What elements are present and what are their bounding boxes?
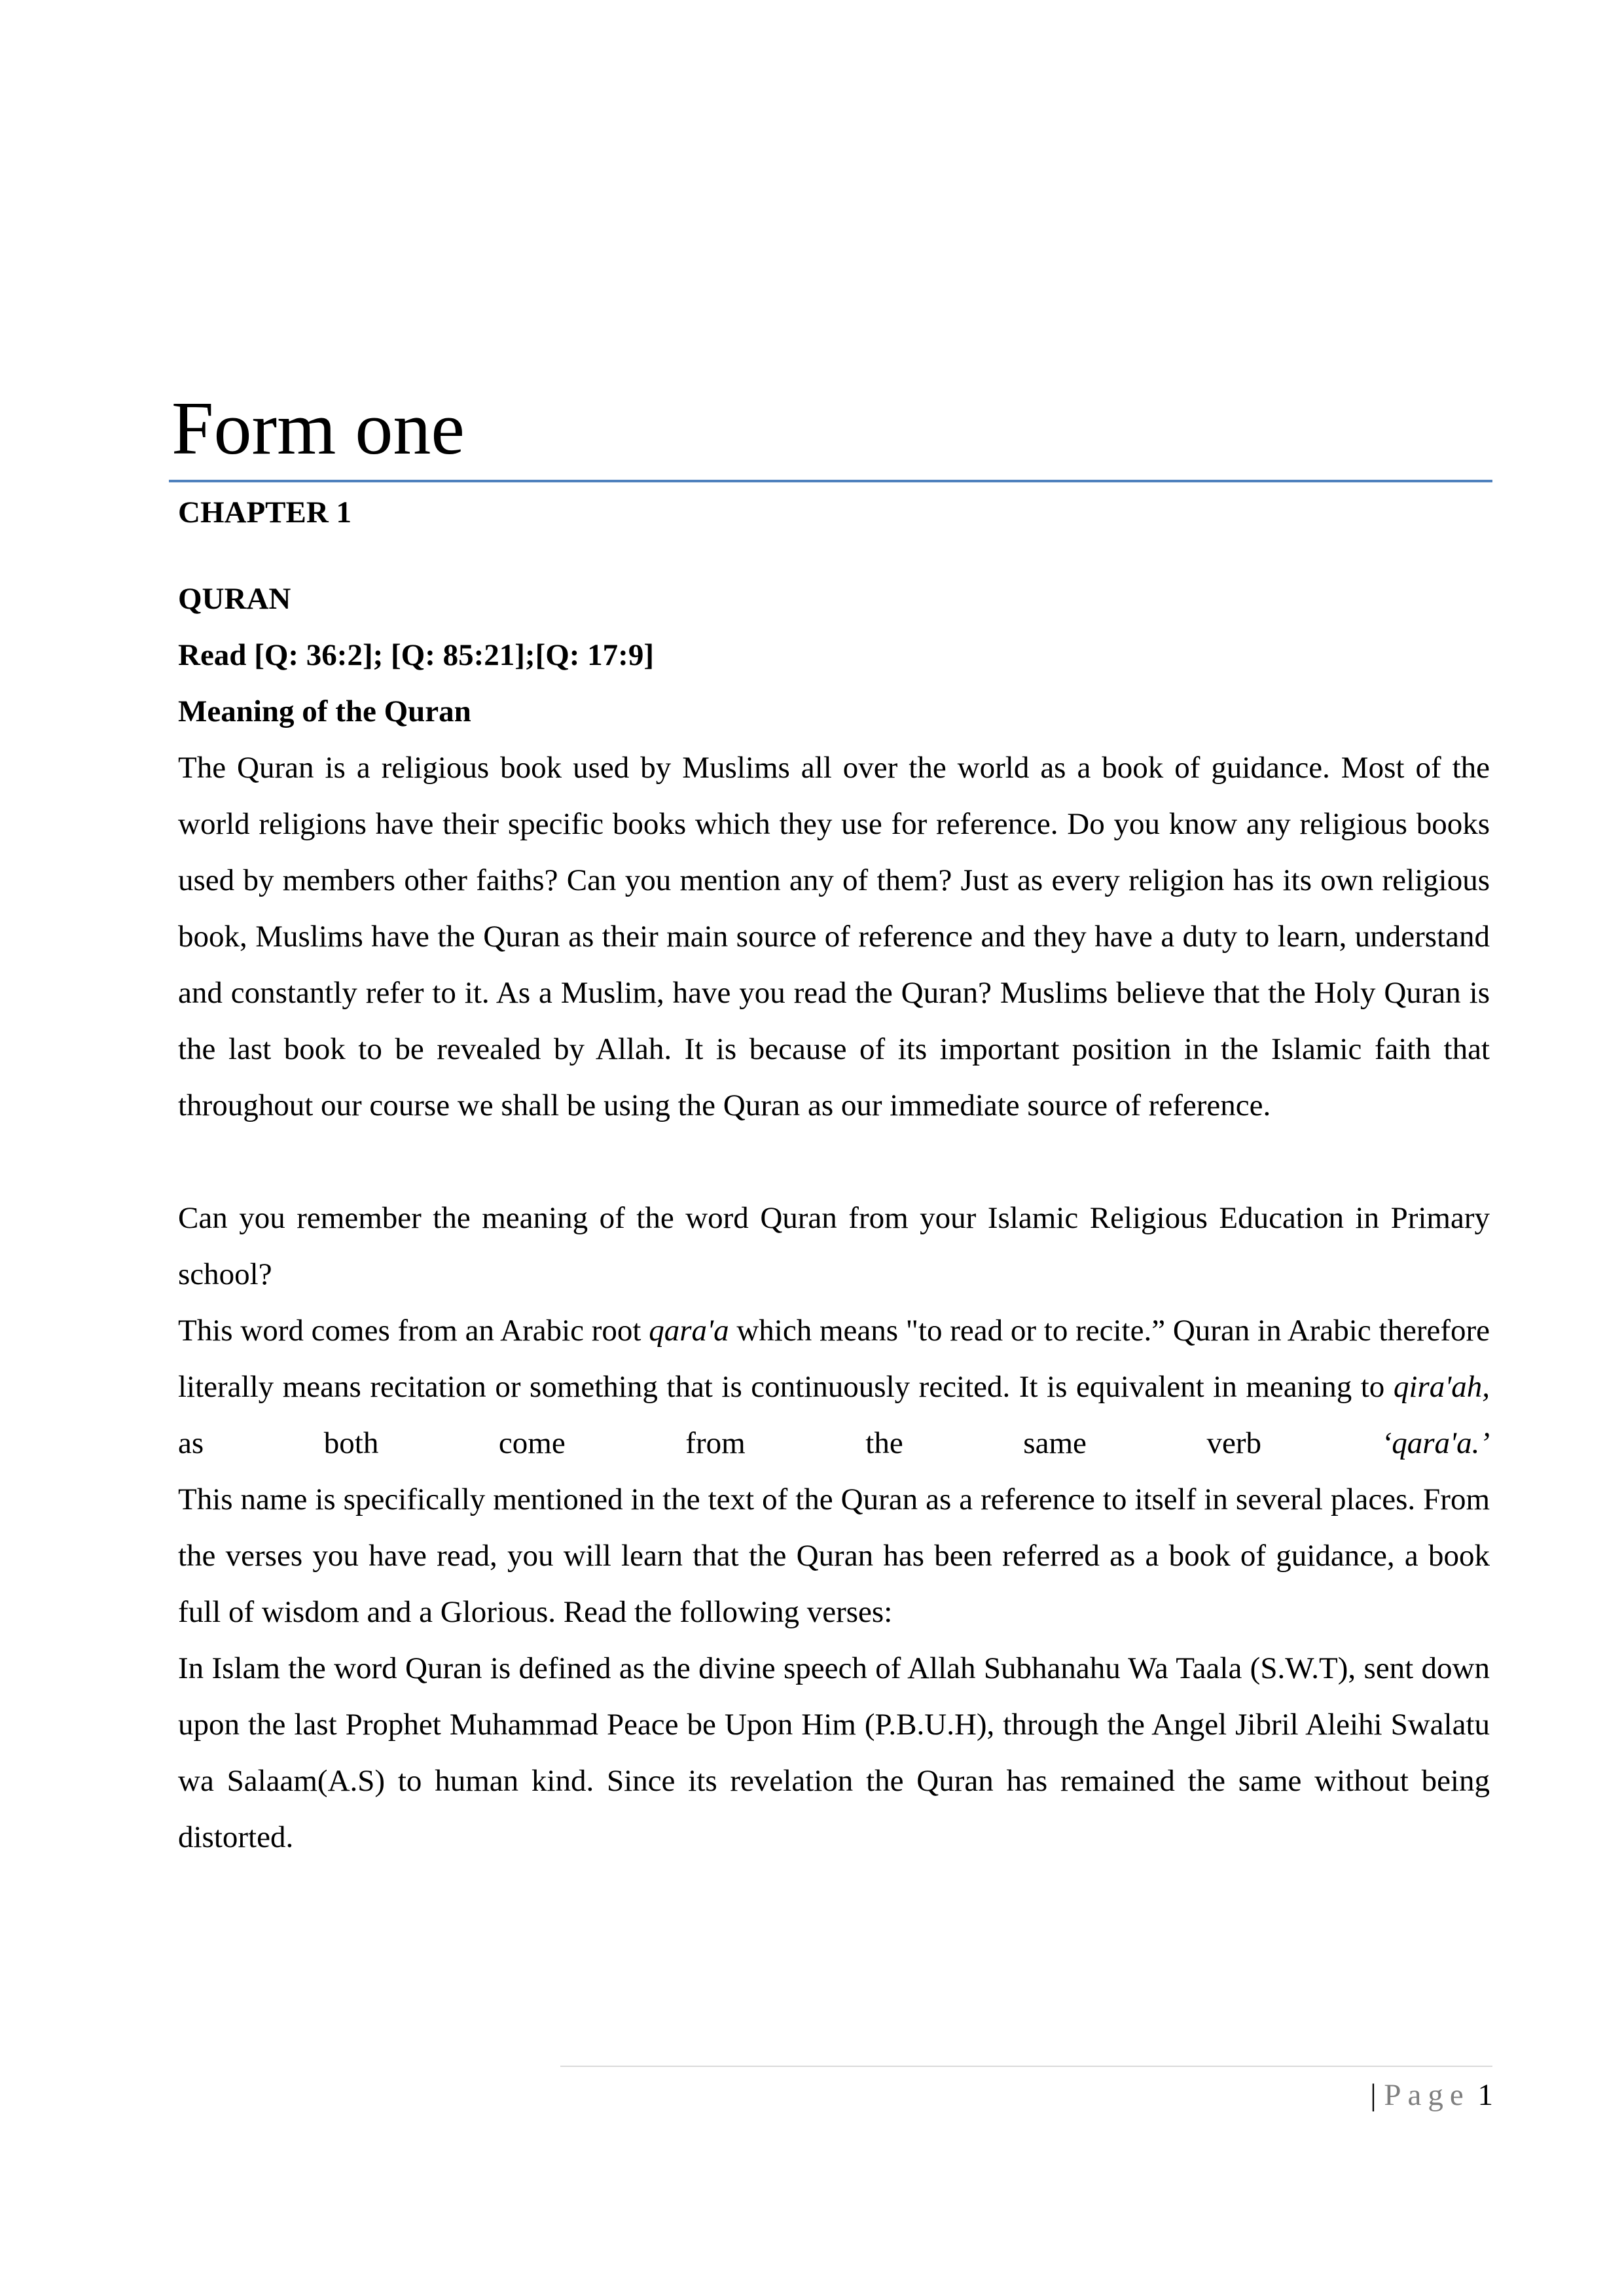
footer-page-label: Page <box>1384 2078 1470 2112</box>
reading-reference: Read [Q: 36:2]; [Q: 85:21];[Q: 17:9] <box>178 638 654 672</box>
title-underline <box>169 480 1492 482</box>
text-span: which means "to read or to recite.” Quran in Arabic therefore literally means recitation or something that is continuously recited. It is equivalent in meaning to <box>178 1314 1490 1404</box>
paragraph-definition: In Islam the word Quran is defined as the divine speech of Allah Subhanahu Wa Taala (S.W.T), sent down upon the last Prophet Muhammad Peace be Upon Him (P.B.U.H), through the Angel Jibril Aleihi Swalatu wa Salaam(A.S) to human kind. Since its revelation the Quran has remained the same without being distorted. <box>178 1651 1490 1854</box>
italic-term: qira'ah, <box>1393 1370 1490 1404</box>
footer-separator: | <box>1370 2078 1377 2112</box>
text-span: This word comes from an Arabic root <box>178 1314 649 1348</box>
italic-term: ‘qara'a.’ <box>1381 1426 1490 1460</box>
chapter-heading: CHAPTER 1 <box>178 495 352 529</box>
paragraph-references: This name is specifically mentioned in the text of the Quran as a reference to itself in several places. From the verses you have read, you will learn that the Quran has been referred as a book of guidance, a book full of wisdom and a Glorious. Read the following verses: <box>178 1482 1490 1629</box>
italic-term: qara'a <box>649 1314 729 1348</box>
topic-heading: QURAN <box>178 582 291 616</box>
paragraph-gap <box>178 1134 1490 1190</box>
body-text <box>178 740 1490 1865</box>
footer-divider <box>560 2066 1492 2067</box>
section-heading: Meaning of the Quran <box>178 694 471 728</box>
text-span: as both come from the same verb <box>178 1426 1382 1460</box>
paragraph-word-origin <box>178 1302 1490 1471</box>
page-title: Form one <box>171 387 465 471</box>
page-number: 1 <box>1477 2078 1493 2112</box>
paragraph-question: Can you remember the meaning of the word Quran from your Islamic Religious Education in Primary school? <box>178 1201 1490 1291</box>
paragraph-quran-intro: The Quran is a religious book used by Muslims all over the world as a book of guidance. Most of the world religions have their specific books which they use for reference. Do you know any religious books used by members other faiths? Can you mention any of them? Just as every religion has its own religious book, Muslims have the Quran as their main source of reference and they have a duty to learn, understand and constantly refer to it. As a Muslim, have you read the Quran? Muslims believe that the Holy Quran is the last book to be revealed by Allah. It is because of its important position in the Islamic faith that throughout our course we shall be using the Quran as our immediate source of reference. <box>178 751 1490 1122</box>
page-footer <box>1370 2067 1493 2123</box>
